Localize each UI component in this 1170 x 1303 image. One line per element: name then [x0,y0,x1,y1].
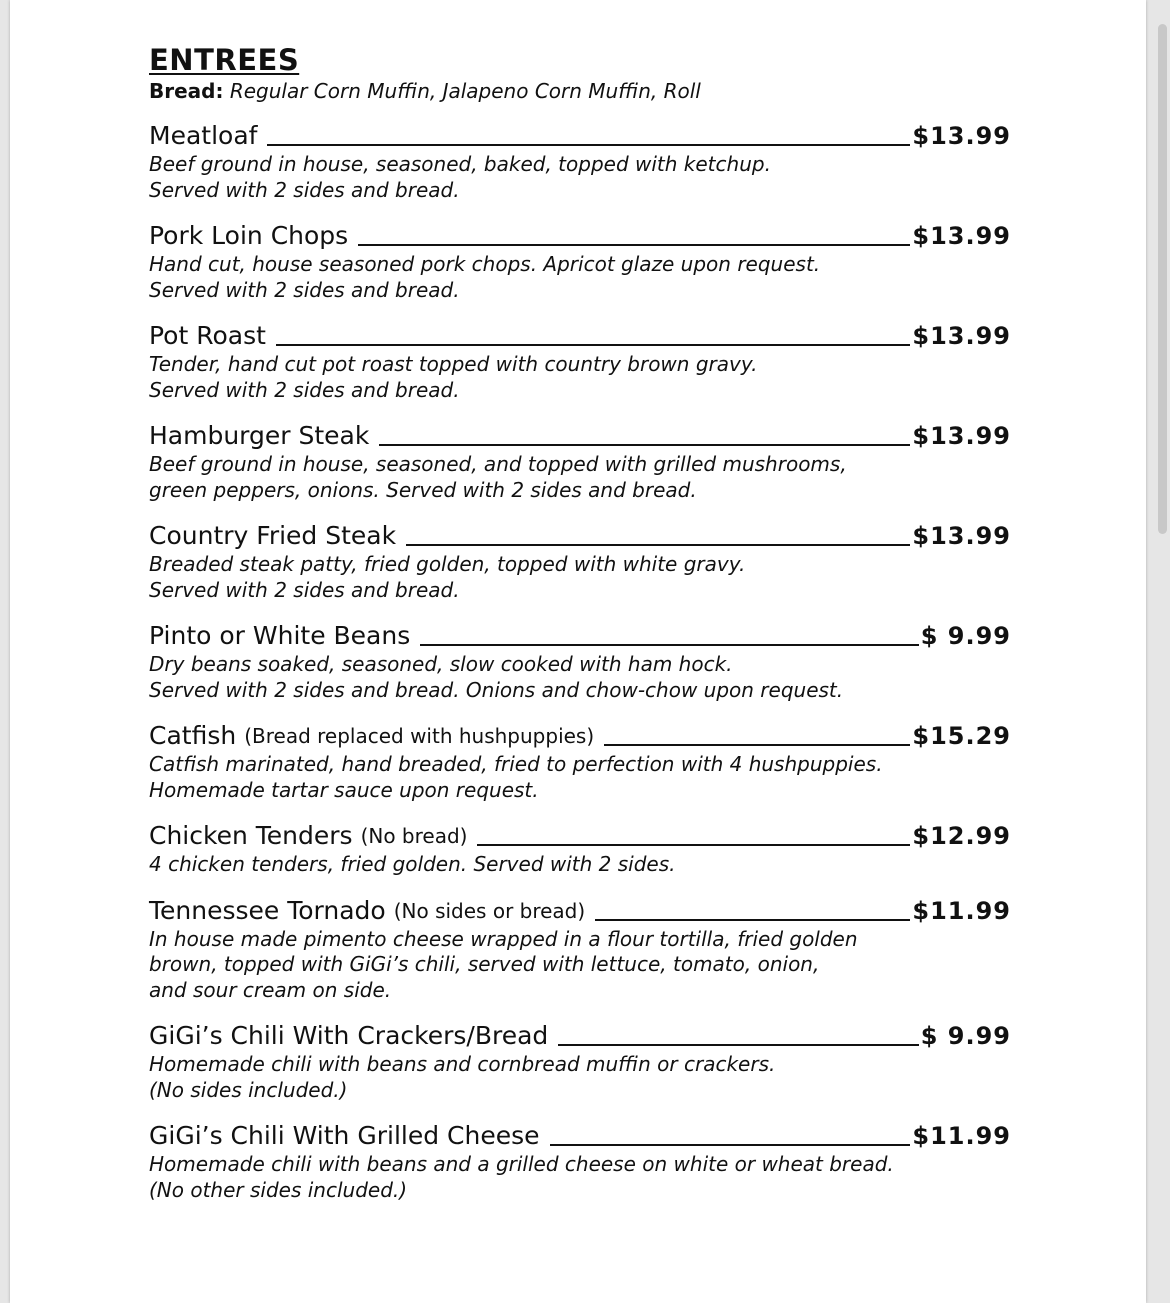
menu-item-header [149,118,1011,152]
bread-options-line [149,78,1019,104]
item-note: (No bread) [360,824,468,848]
price-leader-line [550,1144,911,1146]
bread-label: Bread: [149,79,224,103]
price-leader-line [276,344,910,346]
price-leader-line [558,1044,918,1046]
item-description: Hand cut, house seasoned pork chops. Apricot glaze upon request. Served with 2 sides and bread. [149,252,821,302]
item-price: $ 9.99 [920,622,1011,650]
menu-item-list [149,118,1019,1203]
item-name: Chicken Tenders [149,821,353,850]
menu-item [149,218,1019,303]
section-heading: ENTREES [149,43,300,77]
menu-item [149,818,1019,878]
scrollbar[interactable] [1152,0,1170,1303]
item-price: $11.99 [912,896,1011,925]
menu-item [149,1018,1019,1103]
scrollbar-thumb[interactable] [1158,24,1167,534]
item-description: Dry beans soaked, seasoned, slow cooked with ham hock. Served with 2 sides and bread. Onions and chow-chow upon request. [149,652,844,702]
item-description: 4 chicken tenders, fried golden. Served with 2 sides. [149,852,676,876]
item-note: (Bread replaced with hushpuppies) [244,724,595,748]
menu-item-header [149,893,1011,927]
menu-item-header [149,1118,1011,1152]
price-leader-line [477,844,910,846]
item-price: $ 9.99 [920,1022,1011,1050]
price-leader-line [595,919,910,921]
item-price: $13.99 [912,422,1011,450]
menu-item [149,1118,1019,1203]
item-price: $13.99 [912,122,1011,150]
item-description: Homemade chili with beans and cornbread muffin or crackers. (No sides included.) [149,1052,776,1102]
menu-page [10,0,1146,1303]
item-name: Country Fried Steak [149,521,397,550]
menu-item-header [149,1018,1011,1052]
item-description: Beef ground in house, seasoned, and topped with grilled mushrooms, green peppers, onions. Served with 2 sides and bread. [149,452,847,502]
item-description: Homemade chili with beans and a grilled cheese on white or wheat bread. (No other sides included.) [149,1152,894,1202]
item-name: GiGi’s Chili With Crackers/Bread [149,1021,549,1050]
menu-item-header [149,418,1011,452]
item-description: Tender, hand cut pot roast topped with country brown gravy. Served with 2 sides and bread. [149,352,758,402]
item-name: Pork Loin Chops [149,221,349,250]
price-leader-line [604,744,910,746]
bread-options: Regular Corn Muffin, Jalapeno Corn Muffin, Roll [229,79,701,103]
menu-item-header [149,318,1011,352]
menu-item-header [149,518,1011,552]
item-name: Hamburger Steak [149,421,370,450]
menu-item [149,418,1019,503]
item-name: Pot Roast [149,321,266,350]
item-name: GiGi’s Chili With Grilled Cheese [149,1121,540,1150]
menu-item [149,318,1019,403]
item-price: $12.99 [912,822,1011,850]
item-name: Tennessee Tornado [149,895,386,925]
menu-content [149,42,1019,1218]
menu-item-header [149,218,1011,252]
price-leader-line [379,444,910,446]
menu-item-header [149,818,1011,852]
price-leader-line [358,244,910,246]
item-price: $13.99 [912,222,1011,250]
item-price: $15.29 [912,722,1011,750]
item-description: Beef ground in house, seasoned, baked, topped with ketchup. Served with 2 sides and bread. [149,152,771,202]
price-leader-line [406,544,910,546]
price-leader-line [267,144,910,146]
item-note: (No sides or bread) [393,898,586,923]
item-name: Meatloaf [149,121,258,150]
menu-item [149,518,1019,603]
menu-item-header [149,618,1011,652]
menu-item [149,118,1019,203]
item-description: In house made pimento cheese wrapped in a flour tortilla, fried golden brown, topped with GiGi’s chili, served with lettuce, tomato, onion, and sour cream on side. [149,926,858,1002]
item-price: $13.99 [912,522,1011,550]
item-description: Catfish marinated, hand breaded, fried to perfection with 4 hushpuppies. Homemade tartar sauce upon request. [149,752,883,802]
menu-item [149,618,1019,703]
item-price: $11.99 [912,1122,1011,1150]
item-name: Catfish [149,721,237,750]
item-description: Breaded steak patty, fried golden, topped with white gravy. Served with 2 sides and bread. [149,552,746,602]
item-price: $13.99 [912,322,1011,350]
menu-item [149,718,1019,803]
item-name: Pinto or White Beans [149,621,411,650]
menu-item [149,893,1019,1004]
menu-item-header [149,718,1011,752]
price-leader-line [420,644,918,646]
